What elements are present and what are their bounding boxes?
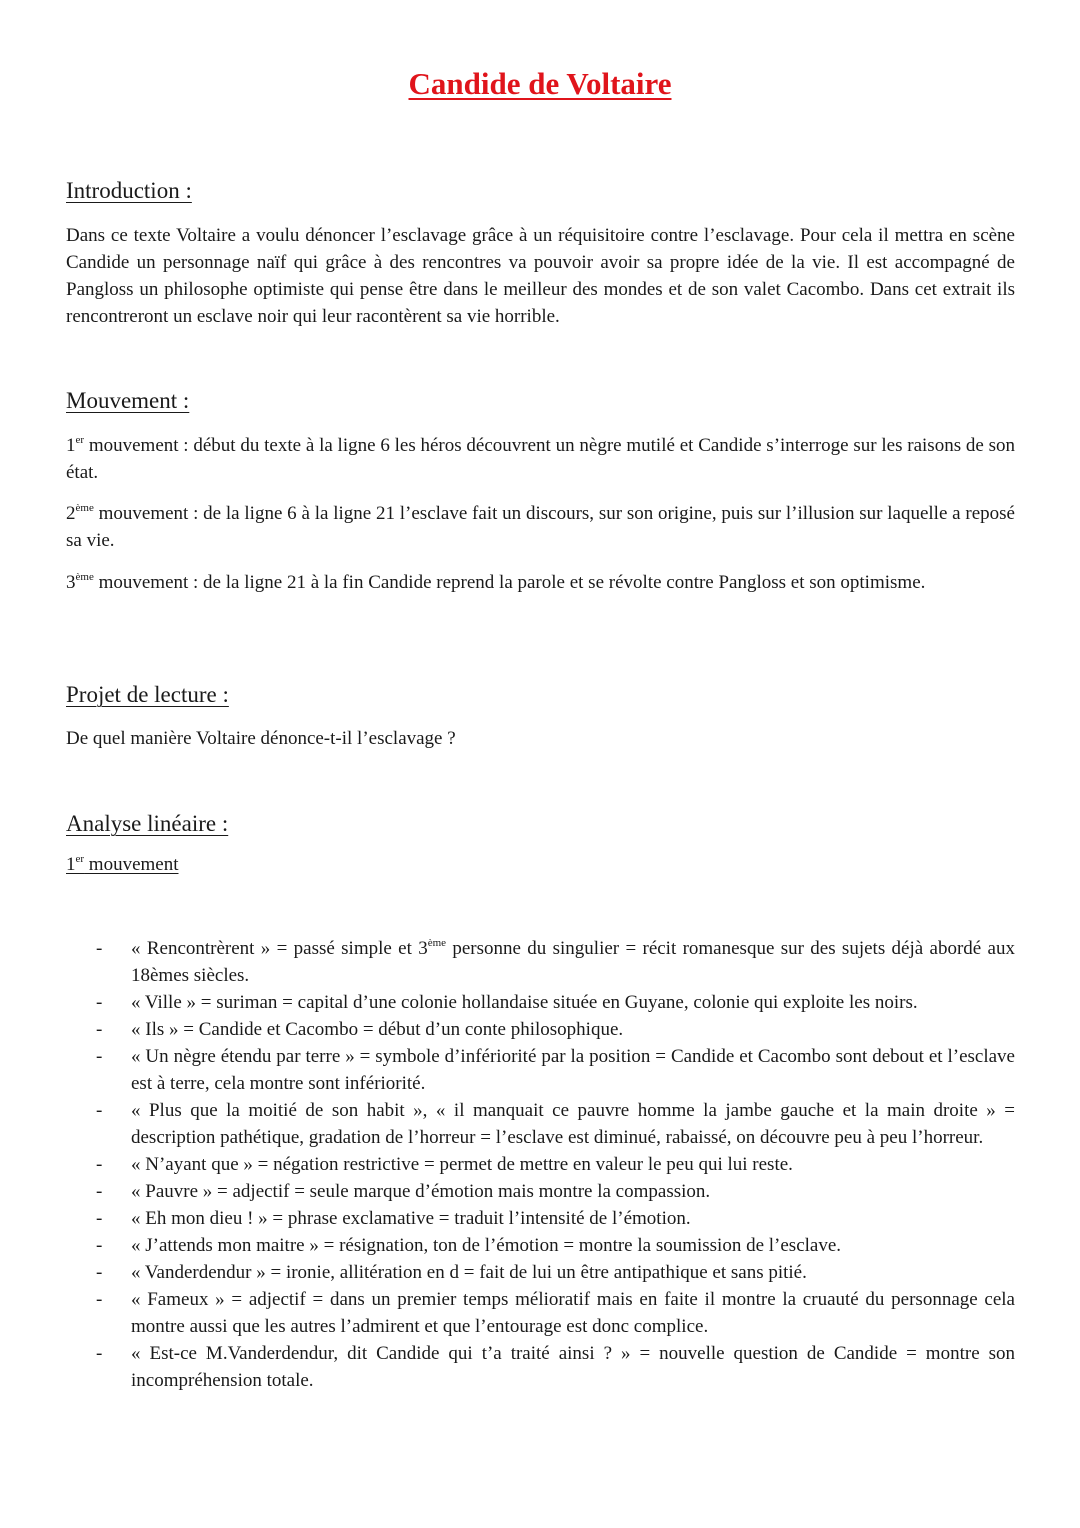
bullet-text: « Ils » = Candide et Cacombo = début d’un conte philosophique. <box>131 1019 624 1040</box>
bullet-text: « Fameux » = adjectif = dans un premier temps mélioratif mais en faite il montre la cruauté du personnage cela montre aussi que les autres l’admirent et que l’entourage est donc complice. <box>131 1289 1015 1337</box>
projet-text: De quel manière Voltaire dénonce-t-il l’esclavage ? <box>66 728 456 749</box>
mouvement-item-2-sup: ème <box>75 502 94 514</box>
analyse-subheading-text: mouvement <box>84 854 179 875</box>
analyse-subheading-sup: er <box>75 853 85 865</box>
introduction-heading: Introduction : <box>66 178 192 203</box>
bullet-dash: - <box>96 1046 103 1067</box>
analyse-bullet-list <box>66 935 1015 1394</box>
bullet-text-cont: personne du singulier = récit romanesque sur des sujets déjà abordé aux 18èmes siècles. <box>131 938 1015 986</box>
bullet-text: « J’attends mon maitre » = résignation, ton de l’émotion = montre la soumission de l’esclave. <box>131 1235 842 1256</box>
introduction-text: Dans ce texte Voltaire a voulu dénoncer l’esclavage grâce à un réquisitoire contre l’esclavage. Pour cela il mettra en scène Candide un personnage naïf qui grâce à des rencontres va pouvoir avoir sa propre idée de la vie. Il est accompagné de Pangloss un philosophe optimiste qui pense être dans le meilleur des mondes et de son valet Cacombo. Dans cet extrait ils rencontreront un esclave noir qui leur racontèrent sa vie horrible. <box>66 225 1015 327</box>
bullet-dash: - <box>96 1343 103 1364</box>
bullet-dash: - <box>96 938 103 959</box>
bullet-dash: - <box>96 1019 103 1040</box>
bullet-dash: - <box>96 992 103 1013</box>
list-item <box>66 935 1015 989</box>
mouvement-item-2-num: 2 <box>66 503 76 524</box>
list-item <box>66 1097 1015 1151</box>
bullet-dash: - <box>96 1262 103 1283</box>
analyse-heading: Analyse linéaire : <box>66 811 229 836</box>
bullet-text: « Rencontrèrent » = passé simple et 3 <box>131 938 428 959</box>
mouvement-heading: Mouvement : <box>66 388 190 413</box>
list-item <box>66 1151 1015 1178</box>
bullet-text: « Ville » = suriman = capital d’une colonie hollandaise située en Guyane, colonie qui exploite les noirs. <box>131 992 918 1013</box>
bullet-dash: - <box>96 1289 103 1310</box>
mouvement-item-1-num: 1 <box>66 435 76 456</box>
list-item <box>66 1259 1015 1286</box>
mouvement-item-1-sup: er <box>75 434 85 446</box>
list-item <box>66 1286 1015 1340</box>
bullet-sup: ème <box>427 937 447 949</box>
mouvement-item-2 <box>66 500 1015 554</box>
document-title: Candide de Voltaire <box>408 66 672 101</box>
list-item <box>66 1043 1015 1097</box>
list-item <box>66 1016 1015 1043</box>
mouvement-item-2-text: mouvement : de la ligne 6 à la ligne 21 l’esclave fait un discours, sur son origine, puis sur l’illusion sur laquelle a reposé sa vie. <box>66 503 1015 551</box>
projet-heading: Projet de lecture : <box>66 682 229 707</box>
mouvement-item-3-text: mouvement : de la ligne 21 à la fin Candide reprend la parole et se révolte contre Pangloss et son optimisme. <box>93 572 926 593</box>
bullet-text: « Eh mon dieu ! » = phrase exclamative = traduit l’intensité de l’émotion. <box>131 1208 691 1229</box>
bullet-dash: - <box>96 1181 103 1202</box>
list-item <box>66 1340 1015 1394</box>
bullet-text: « Plus que la moitié de son habit », « il manquait ce pauvre homme la jambe gauche et la main droite » = description pathétique, gradation de l’horreur = l’esclave est diminué, rabaissé, on découvre peu à peu l’horreur. <box>131 1100 1015 1148</box>
mouvement-item-3 <box>66 569 1015 596</box>
bullet-text: « Vanderdendur » = ironie, allitération en d = fait de lui un être antipathique et sans pitié. <box>131 1262 807 1283</box>
mouvement-item-3-num: 3 <box>66 572 76 593</box>
mouvement-item-3-sup: ème <box>75 571 94 583</box>
mouvement-item-1-text: mouvement : début du texte à la ligne 6 les héros découvrent un nègre mutilé et Candide s’interroge sur les raisons de son état. <box>66 435 1015 483</box>
bullet-text: « Est-ce M.Vanderdendur, dit Candide qui t’a traité ainsi ? » = nouvelle question de Candide = montre son incompréhension totale. <box>131 1343 1015 1391</box>
bullet-text: « N’ayant que » = négation restrictive = permet de mettre en valeur le peu qui lui reste. <box>131 1154 793 1175</box>
bullet-dash: - <box>96 1100 103 1121</box>
analyse-subheading-num: 1 <box>66 854 76 875</box>
list-item <box>66 989 1015 1016</box>
bullet-dash: - <box>96 1235 103 1256</box>
list-item <box>66 1205 1015 1232</box>
bullet-text: « Pauvre » = adjectif = seule marque d’émotion mais montre la compassion. <box>131 1181 711 1202</box>
bullet-text: « Un nègre étendu par terre » = symbole d’infériorité par la position = Candide et Cacombo sont debout et l’esclave est à terre, cela montre sont infériorité. <box>131 1046 1015 1094</box>
bullet-dash: - <box>96 1154 103 1175</box>
mouvement-item-1 <box>66 432 1015 486</box>
list-item <box>66 1178 1015 1205</box>
analyse-subheading <box>66 854 179 876</box>
bullet-dash: - <box>96 1208 103 1229</box>
list-item <box>66 1232 1015 1259</box>
